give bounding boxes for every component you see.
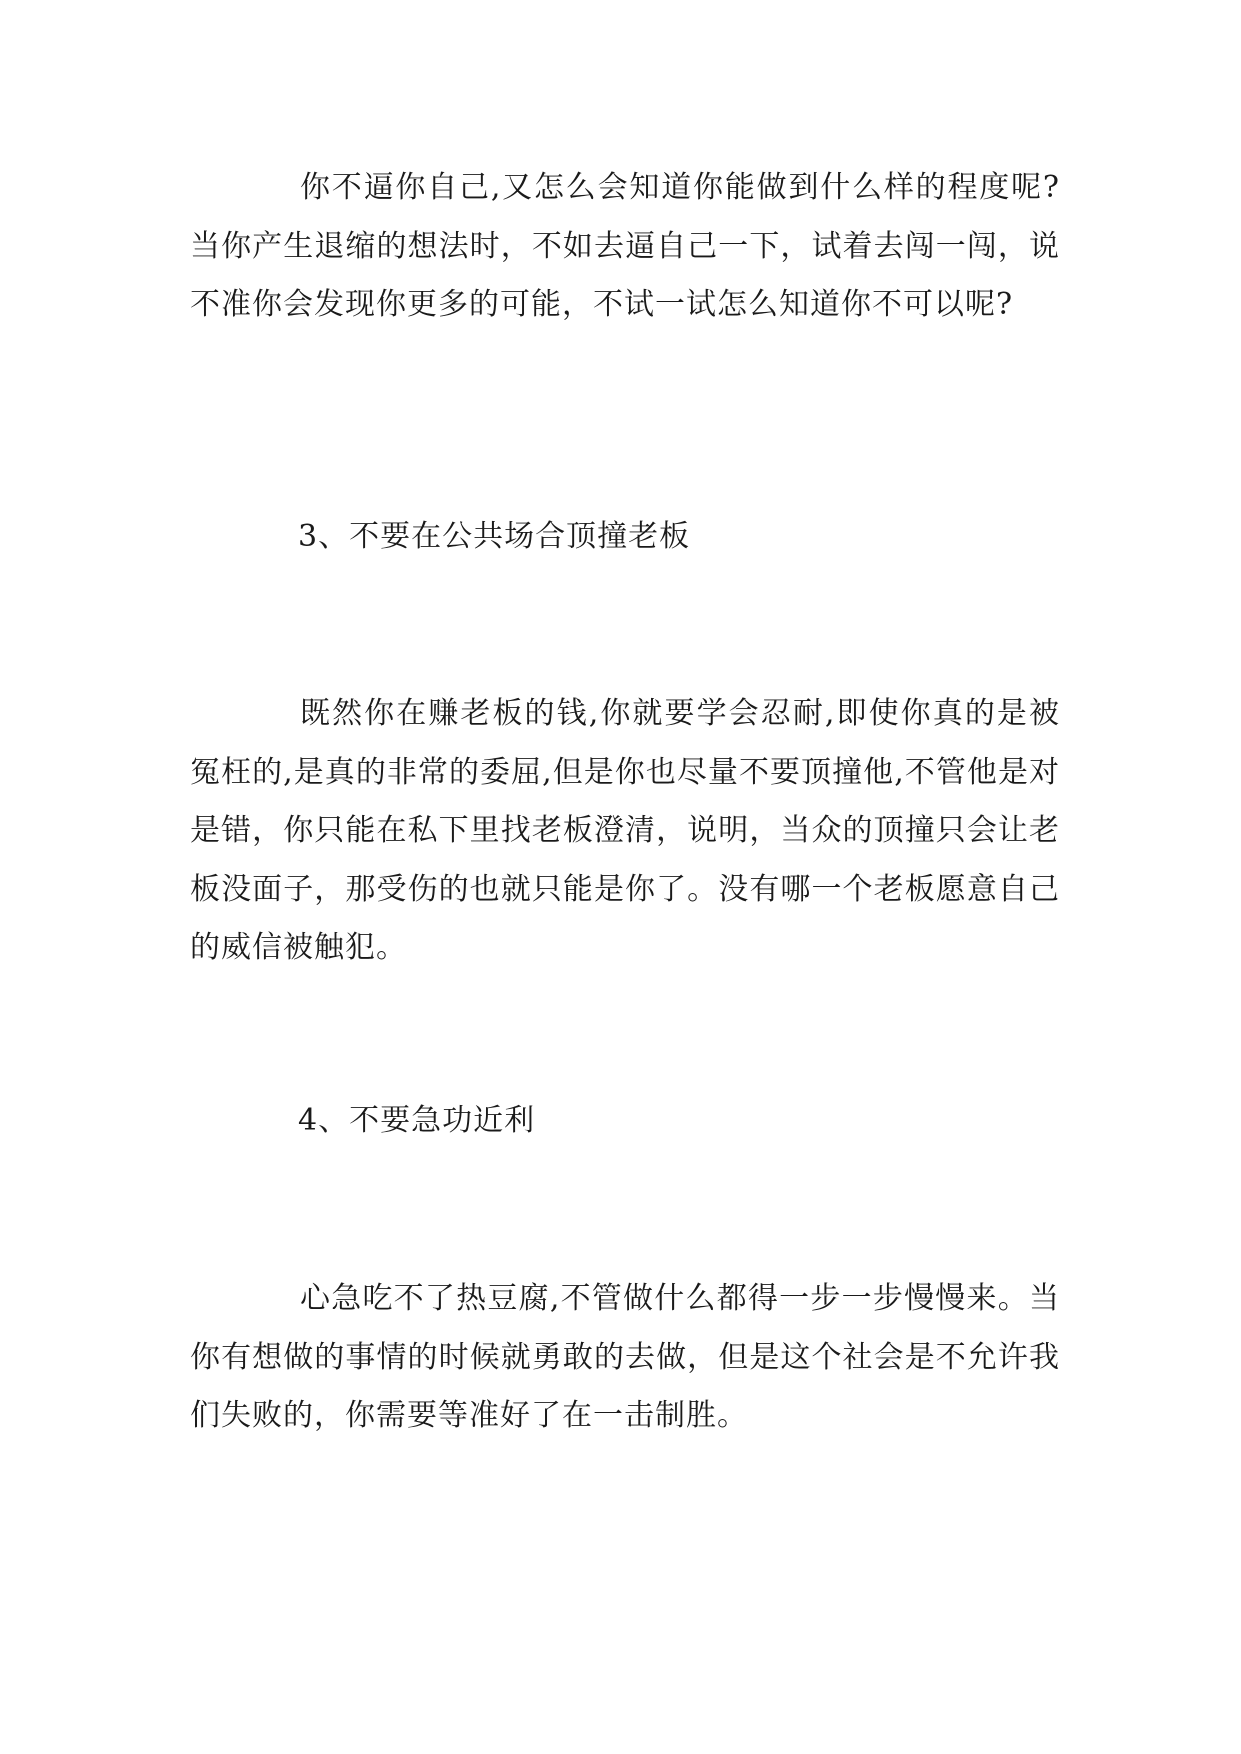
- body-paragraph: 你不逼你自己,又怎么会知道你能做到什么样的程度呢?当你产生退缩的想法时，不如去逼自己一下，试着去闯一闯，说不准你会发现你更多的可能，不试一试怎么知道你不可以呢?: [190, 170, 1060, 322]
- body-paragraph: 心急吃不了热豆腐,不管做什么都得一步一步慢慢来。当你有想做的事情的时候就勇敢的去做，但是这个社会是不允许我们失败的，你需要等准好了在一击制胜。: [190, 1281, 1060, 1433]
- body-paragraph: 既然你在赚老板的钱,你就要学会忍耐,即使你真的是被冤枉的,是真的非常的委屈,但是你也尽量不要顶撞他,不管他是对是错，你只能在私下里找老板澄清，说明，当众的顶撞只会让老板没面子，那受伤的也就只能是你了。没有哪一个老板愿意自己的威信被触犯。: [190, 696, 1060, 965]
- section-heading-4: 4、不要急功近利: [298, 1103, 536, 1138]
- section-heading-3: 3、不要在公共场合顶撞老板: [298, 519, 691, 554]
